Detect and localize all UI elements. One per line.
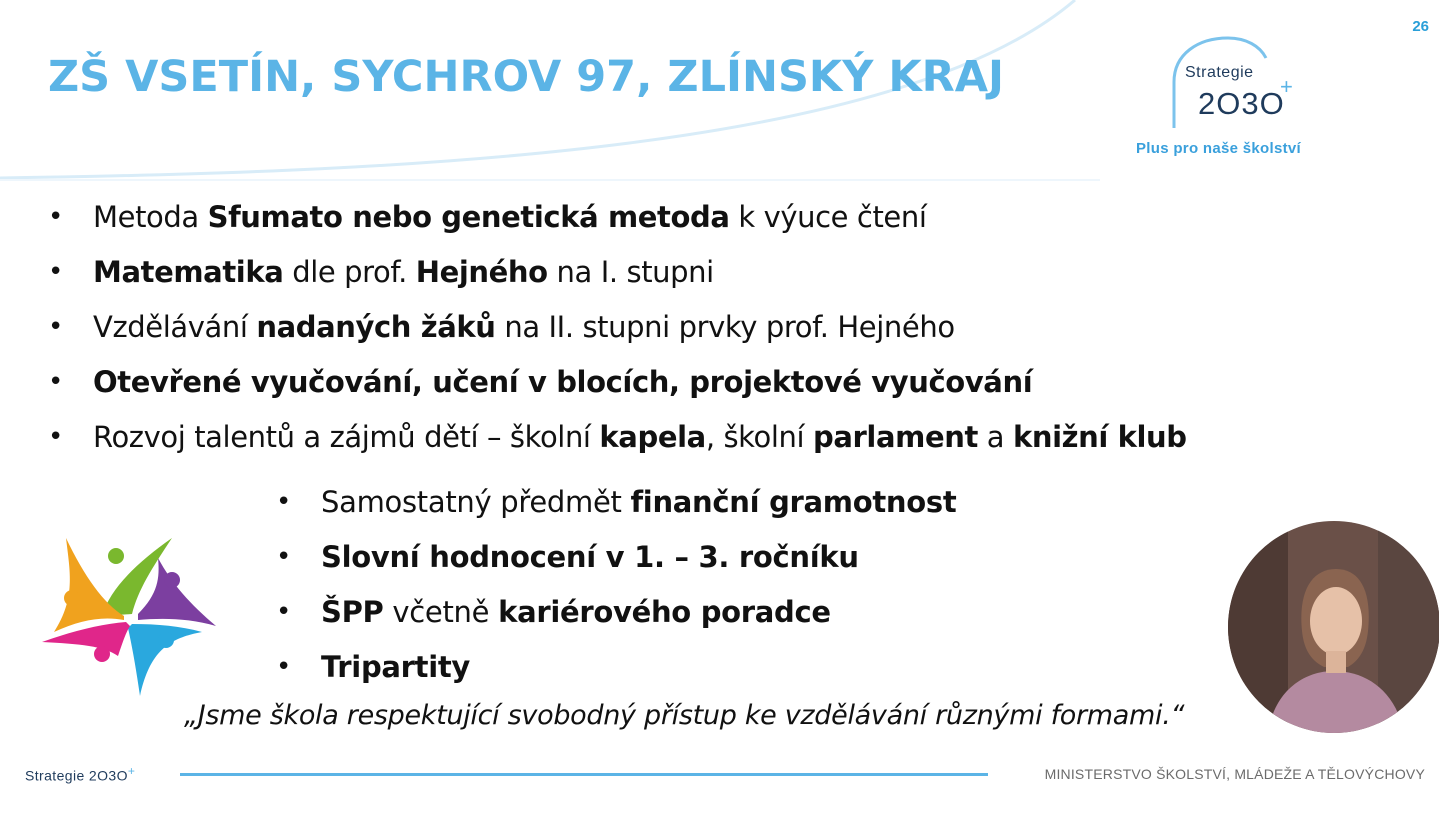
main-bullet-item [48, 190, 1187, 245]
bullet-text-bold: ŠPP [321, 595, 384, 629]
logo-year: 2O3O [1198, 86, 1285, 121]
bullet-text-bold: Otevřené vyučování, učení v blocích, projektové vyučování [93, 365, 1033, 399]
footer-divider [180, 773, 988, 776]
bullet-text-bold: Tripartity [321, 650, 471, 684]
footer-brand-text: Strategie 2O3O [25, 767, 128, 784]
sub-bullet-item [276, 640, 956, 695]
main-bullet-item [48, 245, 1187, 300]
bullet-text: dle prof. [283, 255, 416, 289]
logo-tagline: Plus pro naše školství [1136, 140, 1301, 157]
bullet-text-bold: Hejného [415, 255, 548, 289]
presenter-video-avatar [1228, 521, 1439, 733]
page-number: 26 [1412, 18, 1429, 35]
sub-bullet-item [276, 475, 956, 530]
slide-title: ZŠ VSETÍN, SYCHROV 97, ZLÍNSKÝ KRAJ [48, 52, 1005, 102]
sub-bullet-item [276, 585, 956, 640]
main-bullet-item [48, 355, 1187, 410]
bullet-text: na I. stupni [547, 255, 714, 289]
main-bullet-item [48, 410, 1187, 465]
bullet-text-bold: kariérového poradce [498, 595, 831, 629]
strategie-2030-logo [1130, 36, 1340, 161]
bullet-text: na II. stupni prvky prof. Hejného [495, 310, 955, 344]
bullet-text-bold: knižní klub [1012, 420, 1187, 454]
sub-bullet-item [276, 530, 956, 585]
footer-ministry: MINISTERSTVO ŠKOLSTVÍ, MLÁDEŽE A TĚLOVÝCHOVY [1044, 766, 1425, 782]
school-star-people-logo-icon [40, 528, 220, 698]
bullet-text-bold: parlament [813, 420, 978, 454]
presenter-avatar-icon [1228, 521, 1439, 733]
bullet-text-bold: Sfumato nebo genetická metoda [207, 200, 730, 234]
school-quote: „Jsme škola respektující svobodný přístup ke vzdělávání různými formami.“ [184, 700, 1185, 731]
bullet-text: Rozvoj talentů a zájmů dětí – školní [93, 420, 600, 454]
logo-plus: + [1280, 74, 1293, 99]
bullet-text-bold: kapela [599, 420, 706, 454]
bullet-text: Samostatný předmět [321, 485, 631, 519]
bullet-text: Vzdělávání [93, 310, 257, 344]
sub-bullet-list [276, 475, 956, 695]
bullet-text-bold: Matematika [93, 255, 284, 289]
main-bullet-list [48, 190, 1187, 465]
footer-brand [25, 764, 135, 784]
bullet-text: Metoda [93, 200, 208, 234]
bullet-text: a [977, 420, 1013, 454]
main-bullet-item [48, 300, 1187, 355]
bullet-text-bold: nadaných žáků [256, 310, 496, 344]
bullet-text: , školní [705, 420, 813, 454]
bullet-text: k výuce čtení [729, 200, 927, 234]
footer-brand-plus: + [127, 764, 136, 778]
bullet-text: včetně [383, 595, 499, 629]
bullet-text-bold: Slovní hodnocení v 1. – 3. ročníku [321, 540, 859, 574]
bullet-text-bold: finanční gramotnost [630, 485, 957, 519]
logo-word: Strategie [1185, 64, 1254, 81]
